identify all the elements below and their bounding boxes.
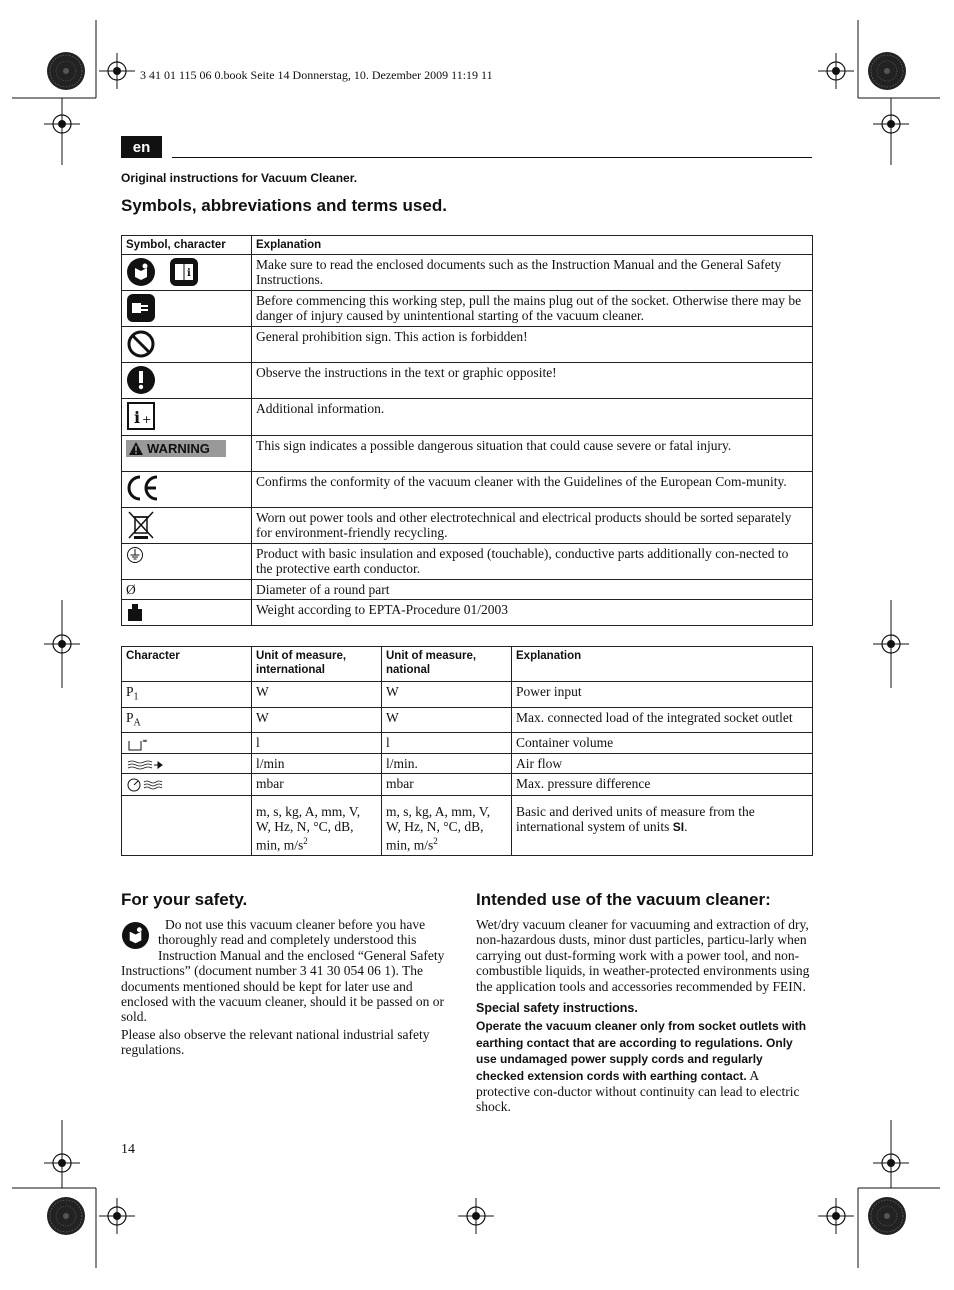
manual-book-icon [169,257,199,287]
column-header: Explanation [512,647,813,682]
svg-text:+: + [142,413,152,426]
character-pa: $P_A$ [122,707,252,733]
table-row [122,600,813,626]
explanation-cell: This sign indicates a possible dangerous situation that could cause severe or fatal injury. [252,436,813,472]
explanation-cell: Confirms the conformity of the vacuum cleaner with the Guidelines of the European Com-munity. [252,472,813,508]
ce-mark-icon [126,474,160,502]
explanation-cell: General prohibition sign. This action is forbidden! [252,327,813,363]
table-row [122,327,813,363]
table-row: m, s, kg, A, mm, V, W, Hz, N, °C, dB, min, $m/s^2$ m, s, kg, A, mm, V, W, Hz, N, °C, dB, min, $m/s^2$ Basic and derived units of measure from the international system of units SI. [122,796,813,856]
column-header: Unit of measure, national [382,647,512,682]
explanation-cell: Weight according to EPTA-Procedure 01/2003 [252,600,813,626]
original-instructions-title: Original instructions for Vacuum Cleaner. [121,171,358,185]
column-header: Character [122,647,252,682]
read-manual-icon [126,257,156,287]
column-header: Explanation [252,236,813,255]
special-safety-heading: Special safety instructions. [476,1001,638,1016]
column-header: Unit of measure, international [252,647,382,682]
table-header-row [122,236,813,255]
header-rule [172,157,812,158]
explanation-cell: Diameter of a round part [252,580,813,600]
table-row [122,508,813,544]
column-header: Symbol, character [122,236,252,255]
air-flow-icon [126,759,166,771]
symbols-heading: Symbols, abbreviations and terms used. [121,196,447,215]
explanation-cell: Before commencing this working step, pull the mains plug out of the socket. Otherwise there may be danger of injury caused by unintentional starting of the vacuum cleaner. [252,291,813,327]
units-table [121,646,813,856]
language-badge: en [121,136,162,158]
diameter-symbol: Ø [122,580,252,600]
page-number: 14 [121,1142,135,1157]
weee-bin-icon [126,510,156,540]
table-row [122,255,813,291]
table-row: l/min l/min. Air flow [122,754,813,774]
character-p1: $P_1$ [122,682,252,708]
weight-icon [126,602,144,622]
read-manual-icon [121,921,150,950]
explanation-cell: Additional information. [252,399,813,436]
safety-paragraph: Please also observe the relevant national industrial safety regulations. [121,1026,430,1058]
explanation-cell: Worn out power tools and other electrotechnical and electrical products should be sorted separately for environment-friendly recycling. [252,508,813,544]
table-row: $P_A$ W W Max. connected load of the integrated socket outlet [122,707,813,733]
safety-paragraph: Do not use this vacuum cleaner before you have thoroughly read and completely understood this Instruction Manual and the enclosed “General Safety Instructions” (document number 3 41 30 054 06 1). The documents mentioned should be kept for later use and enclosed with the vacuum cleaner, should it be passed on or sold. [121,917,445,1025]
special-safety-paragraph: Operate the vacuum cleaner only from socket outlets with earthing contact that are according to regulations. Only use undamaged power supply cords and regularly checked extension cords with earthing contact. A protective con-ductor without continuity can lead to electric shock. [476,1019,807,1115]
table-row [122,580,813,600]
table-row: $P_1$ W W Power input [122,682,813,708]
safety-heading: For your safety. [121,890,248,909]
table-row [122,436,813,472]
pull-plug-icon [126,293,156,323]
table-row [122,291,813,327]
warning-triangle-icon [129,442,143,455]
earth-ground-icon [126,546,144,564]
svg-text:≖: ≖ [142,737,148,746]
table-row [122,544,813,580]
table-row [122,399,813,436]
intended-use-section [476,917,814,1115]
table-header-row [122,647,813,682]
table-row: mbar mbar Max. pressure difference [122,774,813,796]
svg-text:i: i [134,408,141,427]
explanation-cell: Product with basic insulation and exposed (touchable), conductive parts additionally con-nected to the protective earth conductor. [252,544,813,580]
prohibition-icon [126,329,156,359]
container-volume-icon [126,737,150,751]
table-row [122,363,813,399]
svg-text:i: i [187,268,192,279]
safety-section [121,917,457,1058]
explanation-cell: Make sure to read the enclosed documents such as the Instruction Manual and the General Safety Instructions. [252,255,813,291]
table-row [122,472,813,508]
table-row: ≖ l l Container volume [122,733,813,754]
intended-paragraph: Wet/dry vacuum cleaner for vacuuming and extraction of dry, non-hazardous dusts, minor dust particles, particu-larly when carrying out dust-forming work with a power tool, and non-combustible liquids, in weather-protected environments using the application tools and accessories recommended by FEIN. [476,917,810,994]
exclamation-icon [126,365,156,395]
book-header-line: 3 41 01 115 06 0.book Seite 14 Donnerstag, 10. Dezember 2009 11:19 11 [140,68,493,82]
info-icon [126,401,156,431]
warning-sign: WARNING [126,440,226,457]
intended-use-heading: Intended use of the vacuum cleaner: [476,890,771,909]
pressure-gauge-icon [126,777,166,793]
symbols-table [121,235,813,626]
explanation-cell: Observe the instructions in the text or graphic opposite! [252,363,813,399]
